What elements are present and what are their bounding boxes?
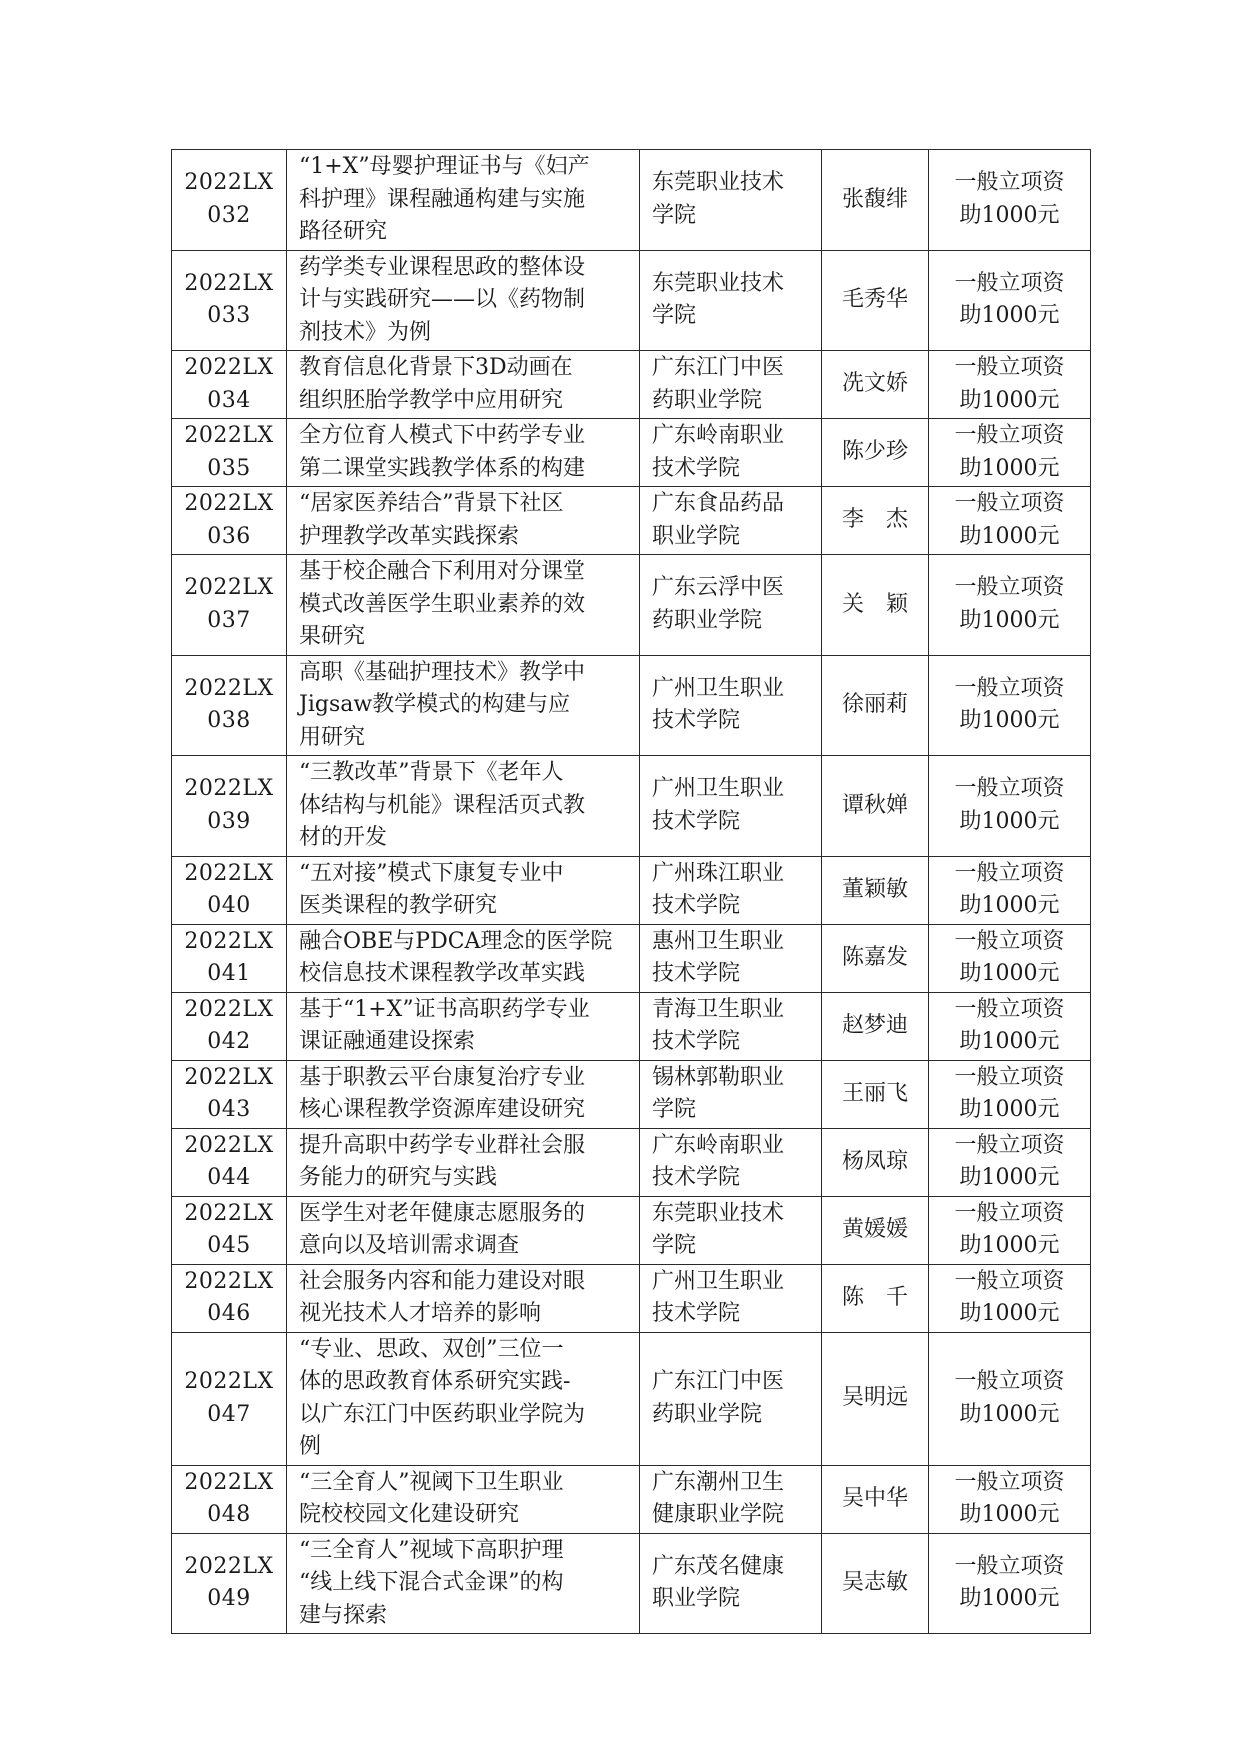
table-row bbox=[172, 924, 1091, 992]
school-line: 广东岭南职业 bbox=[652, 1132, 785, 1158]
project-title-line: 融合OBE与PDCA理念的医学院 bbox=[299, 928, 613, 954]
funding-line: 助1000元 bbox=[959, 708, 1060, 734]
project-leader-cell bbox=[822, 856, 929, 924]
project-title-line: 建与探索 bbox=[299, 1602, 388, 1628]
school-cell bbox=[640, 555, 822, 656]
school-cell bbox=[640, 655, 822, 756]
table-row bbox=[172, 150, 1091, 251]
funding-line: 一般立项资 bbox=[954, 491, 1065, 516]
project-title-line: 校信息技术课程教学改革实践 bbox=[299, 961, 586, 986]
project-leader-cell bbox=[822, 1264, 929, 1332]
project-leader-cell bbox=[822, 992, 929, 1060]
school-line: 广州卫生职业 bbox=[652, 1268, 785, 1294]
funding-line: 一般立项资 bbox=[954, 170, 1065, 196]
project-id-cell bbox=[172, 992, 287, 1060]
funding-line: 助1000元 bbox=[959, 961, 1060, 986]
project-title-line: 组织胚胎学教学中应用研究 bbox=[299, 387, 564, 413]
funding-cell bbox=[929, 924, 1091, 992]
funding-line: 助1000元 bbox=[959, 1029, 1060, 1054]
funding-cell bbox=[929, 1060, 1091, 1128]
school-line: 青海卫生职业 bbox=[652, 996, 785, 1022]
school-line: 健康职业学院 bbox=[652, 1502, 785, 1527]
school-line: 技术学院 bbox=[652, 1165, 741, 1190]
school-line: 技术学院 bbox=[652, 708, 741, 734]
table-body bbox=[172, 150, 1091, 1634]
funding-line: 一般立项资 bbox=[954, 270, 1065, 296]
project-leader: 张馥绯 bbox=[841, 186, 908, 212]
funding-line: 助1000元 bbox=[959, 1233, 1060, 1258]
project-title-line: “1+X”母婴护理证书与《妇产 bbox=[299, 154, 590, 179]
funding-line: 助1000元 bbox=[959, 387, 1060, 413]
school-cell bbox=[640, 756, 822, 857]
project-title-line: 基于校企融合下利用对分课堂 bbox=[299, 559, 586, 584]
school-cell bbox=[640, 1128, 822, 1196]
funding-line: 助1000元 bbox=[959, 1165, 1060, 1190]
project-leader: 冼文娇 bbox=[841, 371, 908, 397]
project-title-line: 用研究 bbox=[299, 724, 366, 750]
school-line: 东莞职业技术 bbox=[652, 170, 785, 196]
project-leader-cell bbox=[822, 1128, 929, 1196]
project-id-line: 041 bbox=[207, 961, 251, 986]
project-title-cell bbox=[287, 250, 640, 351]
document-page bbox=[171, 149, 1090, 1634]
project-title-line: 高职《基础护理技术》教学中 bbox=[299, 659, 586, 685]
project-id-line: 034 bbox=[207, 387, 251, 413]
school-line: 技术学院 bbox=[652, 893, 741, 918]
funding-line: 一般立项资 bbox=[954, 1369, 1065, 1394]
funding-line: 一般立项资 bbox=[954, 860, 1065, 886]
project-leader-cell bbox=[822, 756, 929, 857]
project-leader: 黄媛媛 bbox=[841, 1216, 908, 1242]
funding-line: 一般立项资 bbox=[954, 355, 1065, 380]
project-title-line: 意向以及培训需求调查 bbox=[299, 1233, 520, 1258]
funding-cell bbox=[929, 487, 1091, 555]
funding-line: 一般立项资 bbox=[954, 776, 1065, 802]
project-title-line: 基于“1+X”证书高职药学专业 bbox=[299, 996, 590, 1022]
project-id-line: 2022LX bbox=[184, 996, 274, 1022]
project-title-cell bbox=[287, 856, 640, 924]
funding-cell bbox=[929, 1465, 1091, 1533]
funding-line: 一般立项资 bbox=[954, 1469, 1065, 1495]
project-title-line: 计与实践研究——以《药物制 bbox=[299, 287, 586, 312]
project-id-line: 2022LX bbox=[184, 1200, 274, 1226]
funding-cell bbox=[929, 1533, 1091, 1634]
project-id-line: 036 bbox=[207, 523, 251, 549]
project-id-line: 047 bbox=[207, 1401, 251, 1427]
project-id-line: 2022LX bbox=[184, 1132, 274, 1158]
school-line: 学院 bbox=[652, 1097, 697, 1122]
project-title-cell bbox=[287, 1332, 640, 1465]
project-title-line: 模式改善医学生职业素养的效 bbox=[299, 591, 586, 617]
table-row bbox=[172, 856, 1091, 924]
project-leader-cell bbox=[822, 487, 929, 555]
project-title-cell bbox=[287, 351, 640, 419]
school-cell bbox=[640, 924, 822, 992]
funding-line: 助1000元 bbox=[959, 455, 1060, 481]
project-id-line: 2022LX bbox=[184, 860, 274, 886]
funding-line: 助1000元 bbox=[959, 893, 1060, 918]
funding-line: 助1000元 bbox=[959, 202, 1060, 228]
project-id-line: 049 bbox=[207, 1586, 251, 1612]
project-id-cell bbox=[172, 1196, 287, 1264]
project-leader-cell bbox=[822, 555, 929, 656]
project-title-line: 提升高职中药学专业群社会服 bbox=[299, 1132, 586, 1158]
project-leader: 陈 千 bbox=[841, 1284, 908, 1310]
project-title-line: 院校校园文化建设研究 bbox=[299, 1502, 520, 1527]
funding-line: 助1000元 bbox=[959, 1301, 1060, 1326]
school-line: 学院 bbox=[652, 202, 697, 228]
funding-line: 一般立项资 bbox=[954, 1132, 1065, 1158]
project-id-line: 2022LX bbox=[184, 355, 274, 380]
project-id-cell bbox=[172, 1533, 287, 1634]
project-title-line: “居家医养结合”背景下社区 bbox=[299, 491, 564, 516]
school-cell bbox=[640, 992, 822, 1060]
table-row bbox=[172, 1060, 1091, 1128]
project-leader: 王丽飞 bbox=[841, 1080, 908, 1106]
project-id-line: 2022LX bbox=[184, 928, 274, 954]
project-leader: 毛秀华 bbox=[841, 287, 908, 312]
project-title-cell bbox=[287, 756, 640, 857]
project-title-line: 社会服务内容和能力建设对眼 bbox=[299, 1268, 586, 1294]
project-id-cell bbox=[172, 555, 287, 656]
table-row bbox=[172, 1264, 1091, 1332]
school-cell bbox=[640, 351, 822, 419]
school-cell bbox=[640, 1264, 822, 1332]
funding-line: 一般立项资 bbox=[954, 928, 1065, 954]
project-title-line: 以广东江门中医药职业学院为 bbox=[299, 1401, 586, 1427]
project-title-cell bbox=[287, 992, 640, 1060]
project-title-cell bbox=[287, 655, 640, 756]
table-row bbox=[172, 1128, 1091, 1196]
project-title-line: 全方位育人模式下中药学专业 bbox=[299, 423, 586, 448]
project-leader-cell bbox=[822, 150, 929, 251]
project-title-cell bbox=[287, 1264, 640, 1332]
project-id-cell bbox=[172, 1060, 287, 1128]
project-title-cell bbox=[287, 487, 640, 555]
project-title-line: 医学生对老年健康志愿服务的 bbox=[299, 1200, 586, 1226]
table-row bbox=[172, 487, 1091, 555]
project-id-line: 035 bbox=[207, 455, 251, 481]
funding-line: 助1000元 bbox=[959, 1401, 1060, 1427]
table-row bbox=[172, 555, 1091, 656]
school-line: 药职业学院 bbox=[652, 1401, 763, 1427]
school-cell bbox=[640, 487, 822, 555]
project-id-line: 042 bbox=[207, 1029, 251, 1054]
project-id-line: 039 bbox=[207, 808, 251, 834]
project-title-line: 核心课程教学资源库建设研究 bbox=[299, 1097, 586, 1122]
funding-cell bbox=[929, 1332, 1091, 1465]
funding-cell bbox=[929, 756, 1091, 857]
table-row bbox=[172, 992, 1091, 1060]
project-title-line: “五对接”模式下康复专业中 bbox=[299, 860, 564, 886]
project-id-cell bbox=[172, 924, 287, 992]
project-title-line: 务能力的研究与实践 bbox=[299, 1165, 498, 1190]
project-id-line: 2022LX bbox=[184, 1469, 274, 1495]
project-title-cell bbox=[287, 419, 640, 487]
project-id-cell bbox=[172, 487, 287, 555]
project-id-line: 037 bbox=[207, 607, 251, 633]
project-title-line: “线上线下混合式金课”的构 bbox=[299, 1570, 564, 1595]
project-id-cell bbox=[172, 1128, 287, 1196]
project-id-cell bbox=[172, 351, 287, 419]
school-line: 广东云浮中医 bbox=[652, 575, 785, 601]
project-leader: 陈少珍 bbox=[841, 439, 908, 465]
project-id-line: 2022LX bbox=[184, 675, 274, 701]
project-title-cell bbox=[287, 555, 640, 656]
project-id-cell bbox=[172, 419, 287, 487]
table-row bbox=[172, 655, 1091, 756]
school-line: 药职业学院 bbox=[652, 387, 763, 413]
table-row bbox=[172, 1533, 1091, 1634]
project-id-line: 048 bbox=[207, 1502, 251, 1527]
project-leader: 陈嘉发 bbox=[841, 944, 908, 970]
project-leader: 谭秋婵 bbox=[841, 792, 908, 818]
funding-cell bbox=[929, 250, 1091, 351]
project-title-line: 教育信息化背景下3D动画在 bbox=[299, 355, 573, 380]
project-title-line: 剂技术》为例 bbox=[299, 319, 432, 345]
project-title-line: “专业、思政、双创”三位一 bbox=[299, 1336, 564, 1362]
school-line: 广东茂名健康 bbox=[652, 1553, 785, 1579]
project-title-cell bbox=[287, 1465, 640, 1533]
project-id-line: 032 bbox=[207, 202, 251, 228]
project-id-line: 044 bbox=[207, 1165, 251, 1190]
school-line: 技术学院 bbox=[652, 455, 741, 481]
funding-line: 一般立项资 bbox=[954, 1064, 1065, 1090]
project-id-line: 2022LX bbox=[184, 1268, 274, 1294]
project-title-line: 路径研究 bbox=[299, 219, 388, 244]
project-title-line: “三全育人”视域下高职护理 bbox=[299, 1537, 564, 1563]
school-line: 学院 bbox=[652, 303, 697, 329]
project-title-line: 药学类专业课程思政的整体设 bbox=[299, 254, 586, 280]
project-title-line: 基于职教云平台康复治疗专业 bbox=[299, 1064, 586, 1090]
table-row bbox=[172, 250, 1091, 351]
school-line: 技术学院 bbox=[652, 1301, 741, 1326]
school-cell bbox=[640, 1196, 822, 1264]
school-line: 广东江门中医 bbox=[652, 355, 785, 380]
project-id-line: 043 bbox=[207, 1097, 251, 1122]
funding-line: 助1000元 bbox=[959, 523, 1060, 549]
project-leader-cell bbox=[822, 250, 929, 351]
project-title-line: 科护理》课程融通构建与实施 bbox=[299, 186, 586, 212]
project-id-line: 046 bbox=[207, 1301, 251, 1326]
project-title-line: 课证融通建设探索 bbox=[299, 1029, 476, 1054]
project-leader: 吴明远 bbox=[841, 1385, 908, 1411]
project-id-cell bbox=[172, 1465, 287, 1533]
project-title-line: 第二课堂实践教学体系的构建 bbox=[299, 455, 586, 481]
project-leader-cell bbox=[822, 655, 929, 756]
project-table bbox=[171, 149, 1091, 1634]
project-id-line: 2022LX bbox=[184, 776, 274, 802]
school-line: 广东食品药品 bbox=[652, 491, 785, 516]
school-cell bbox=[640, 250, 822, 351]
project-leader-cell bbox=[822, 924, 929, 992]
project-id-line: 2022LX bbox=[184, 1369, 274, 1394]
school-cell bbox=[640, 150, 822, 251]
project-title-line: 果研究 bbox=[299, 624, 366, 649]
school-line: 广东潮州卫生 bbox=[652, 1469, 785, 1495]
funding-cell bbox=[929, 1264, 1091, 1332]
project-id-cell bbox=[172, 655, 287, 756]
project-leader-cell bbox=[822, 1533, 929, 1634]
funding-cell bbox=[929, 655, 1091, 756]
funding-line: 助1000元 bbox=[959, 808, 1060, 834]
project-leader: 吴志敏 bbox=[841, 1570, 908, 1595]
project-leader-cell bbox=[822, 351, 929, 419]
project-id-cell bbox=[172, 1264, 287, 1332]
school-line: 广东江门中医 bbox=[652, 1369, 785, 1394]
school-line: 惠州卫生职业 bbox=[652, 928, 785, 954]
project-title-line: 体的思政教育体系研究实践- bbox=[299, 1369, 571, 1394]
project-title-cell bbox=[287, 1128, 640, 1196]
project-title-line: 视光技术人才培养的影响 bbox=[299, 1301, 542, 1326]
funding-cell bbox=[929, 150, 1091, 251]
project-leader: 吴中华 bbox=[841, 1485, 908, 1511]
funding-line: 一般立项资 bbox=[954, 996, 1065, 1022]
funding-line: 一般立项资 bbox=[954, 575, 1065, 601]
funding-cell bbox=[929, 1196, 1091, 1264]
project-id-line: 2022LX bbox=[184, 170, 274, 196]
project-title-cell bbox=[287, 150, 640, 251]
project-leader: 董颖敏 bbox=[841, 876, 908, 902]
project-title-cell bbox=[287, 924, 640, 992]
funding-cell bbox=[929, 555, 1091, 656]
school-line: 技术学院 bbox=[652, 808, 741, 834]
project-leader: 杨凤琼 bbox=[841, 1148, 908, 1174]
funding-line: 一般立项资 bbox=[954, 1553, 1065, 1579]
project-id-line: 045 bbox=[207, 1233, 251, 1258]
table-row bbox=[172, 351, 1091, 419]
project-id-cell bbox=[172, 250, 287, 351]
project-leader: 赵梦迪 bbox=[841, 1012, 908, 1038]
project-id-cell bbox=[172, 1332, 287, 1465]
school-cell bbox=[640, 419, 822, 487]
project-title-line: Jigsaw教学模式的构建与应 bbox=[299, 692, 571, 717]
project-leader-cell bbox=[822, 419, 929, 487]
project-id-line: 2022LX bbox=[184, 575, 274, 601]
funding-line: 助1000元 bbox=[959, 303, 1060, 329]
funding-line: 助1000元 bbox=[959, 1586, 1060, 1612]
project-id-line: 2022LX bbox=[184, 270, 274, 296]
school-line: 东莞职业技术 bbox=[652, 1200, 785, 1226]
school-line: 广州珠江职业 bbox=[652, 860, 785, 886]
project-title-line: 体结构与机能》课程活页式教 bbox=[299, 792, 586, 818]
school-cell bbox=[640, 856, 822, 924]
funding-line: 一般立项资 bbox=[954, 1268, 1065, 1294]
school-line: 职业学院 bbox=[652, 1586, 741, 1612]
table-row bbox=[172, 1465, 1091, 1533]
school-line: 学院 bbox=[652, 1233, 697, 1258]
funding-cell bbox=[929, 992, 1091, 1060]
school-line: 技术学院 bbox=[652, 961, 741, 986]
school-line: 锡林郭勒职业 bbox=[652, 1064, 785, 1090]
project-id-line: 2022LX bbox=[184, 491, 274, 516]
project-id-line: 038 bbox=[207, 708, 251, 734]
funding-line: 一般立项资 bbox=[954, 1200, 1065, 1226]
funding-cell bbox=[929, 419, 1091, 487]
project-id-cell bbox=[172, 150, 287, 251]
project-leader-cell bbox=[822, 1060, 929, 1128]
school-line: 广东岭南职业 bbox=[652, 423, 785, 448]
project-title-line: 材的开发 bbox=[299, 825, 388, 850]
project-id-line: 2022LX bbox=[184, 1553, 274, 1579]
funding-cell bbox=[929, 1128, 1091, 1196]
project-title-line: “三教改革”背景下《老年人 bbox=[299, 760, 564, 785]
school-cell bbox=[640, 1465, 822, 1533]
school-line: 广州卫生职业 bbox=[652, 776, 785, 802]
project-id-line: 033 bbox=[207, 303, 251, 329]
project-leader: 李 杰 bbox=[841, 507, 908, 533]
project-leader: 徐丽莉 bbox=[841, 692, 908, 717]
project-id-line: 040 bbox=[207, 893, 251, 918]
project-title-cell bbox=[287, 1060, 640, 1128]
project-id-cell bbox=[172, 756, 287, 857]
project-title-cell bbox=[287, 1533, 640, 1634]
project-id-line: 2022LX bbox=[184, 423, 274, 448]
project-title-line: 医类课程的教学研究 bbox=[299, 893, 498, 918]
project-title-line: 护理教学改革实践探索 bbox=[299, 523, 520, 549]
school-line: 药职业学院 bbox=[652, 607, 763, 633]
project-leader: 关 颖 bbox=[841, 591, 908, 617]
funding-line: 一般立项资 bbox=[954, 675, 1065, 701]
funding-cell bbox=[929, 351, 1091, 419]
project-title-line: 例 bbox=[299, 1434, 322, 1459]
project-leader-cell bbox=[822, 1465, 929, 1533]
table-row bbox=[172, 1332, 1091, 1465]
project-title-line: “三全育人”视阈下卫生职业 bbox=[299, 1469, 564, 1495]
project-title-cell bbox=[287, 1196, 640, 1264]
funding-line: 一般立项资 bbox=[954, 423, 1065, 448]
project-leader-cell bbox=[822, 1332, 929, 1465]
table-row bbox=[172, 1196, 1091, 1264]
funding-line: 助1000元 bbox=[959, 1097, 1060, 1122]
school-cell bbox=[640, 1332, 822, 1465]
school-cell bbox=[640, 1060, 822, 1128]
funding-cell bbox=[929, 856, 1091, 924]
school-line: 技术学院 bbox=[652, 1029, 741, 1054]
school-cell bbox=[640, 1533, 822, 1634]
school-line: 东莞职业技术 bbox=[652, 270, 785, 296]
project-id-cell bbox=[172, 856, 287, 924]
school-line: 广州卫生职业 bbox=[652, 675, 785, 701]
school-line: 职业学院 bbox=[652, 523, 741, 549]
funding-line: 助1000元 bbox=[959, 1502, 1060, 1527]
table-row bbox=[172, 419, 1091, 487]
project-leader-cell bbox=[822, 1196, 929, 1264]
funding-line: 助1000元 bbox=[959, 607, 1060, 633]
project-id-line: 2022LX bbox=[184, 1064, 274, 1090]
table-row bbox=[172, 756, 1091, 857]
